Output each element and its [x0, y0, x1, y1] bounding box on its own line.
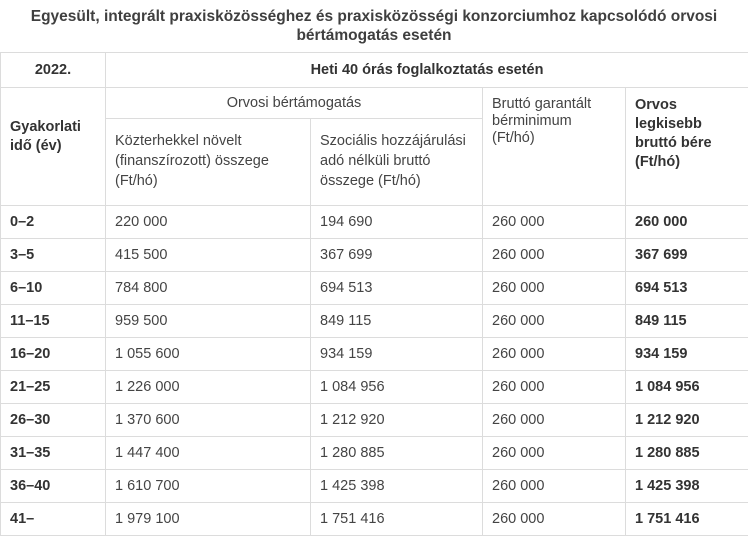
gross-without-tax-cell: 1 084 956 [311, 371, 483, 404]
weekly-hours-header: Heti 40 órás foglalkoztatás esetén [106, 53, 748, 88]
gross-without-tax-cell: 1 280 885 [311, 437, 483, 470]
table-row [1, 272, 748, 305]
period-cell: 36–40 [1, 470, 106, 503]
period-cell: 26–30 [1, 404, 106, 437]
gross-without-tax-cell: 1 212 920 [311, 404, 483, 437]
practice-years-header: Gyakorlati idő (év) [1, 88, 106, 206]
gross-without-tax-cell: 1 425 398 [311, 470, 483, 503]
period-cell: 6–10 [1, 272, 106, 305]
guaranteed-minimum-cell: 260 000 [483, 272, 626, 305]
table-row [1, 437, 748, 470]
guaranteed-minimum-cell: 260 000 [483, 404, 626, 437]
with-contributions-cell: 959 500 [106, 305, 311, 338]
table-header [1, 53, 748, 206]
table-row [1, 503, 748, 536]
gross-without-tax-header: Szociális hozzájárulási adó nélküli bruttó összege (Ft/hó) [311, 119, 483, 206]
period-cell: 11–15 [1, 305, 106, 338]
table-row [1, 371, 748, 404]
guaranteed-minimum-cell: 260 000 [483, 503, 626, 536]
lowest-salary-cell: 1 751 416 [626, 503, 748, 536]
lowest-salary-cell: 260 000 [626, 206, 748, 239]
lowest-salary-cell: 694 513 [626, 272, 748, 305]
lowest-salary-cell: 1 425 398 [626, 470, 748, 503]
with-contributions-header: Közterhekkel növelt (finanszírozott) összege (Ft/hó) [106, 119, 311, 206]
guaranteed-minimum-cell: 260 000 [483, 470, 626, 503]
period-cell: 21–25 [1, 371, 106, 404]
period-cell: 0–2 [1, 206, 106, 239]
with-contributions-cell: 1 447 400 [106, 437, 311, 470]
with-contributions-cell: 1 979 100 [106, 503, 311, 536]
lowest-salary-cell: 1 084 956 [626, 371, 748, 404]
guaranteed-minimum-cell: 260 000 [483, 437, 626, 470]
gross-without-tax-cell: 849 115 [311, 305, 483, 338]
with-contributions-cell: 220 000 [106, 206, 311, 239]
year-header: 2022. [1, 53, 106, 88]
with-contributions-cell: 1 055 600 [106, 338, 311, 371]
guaranteed-minimum-header: Bruttó garantált bérminimum (Ft/hó) [483, 88, 626, 206]
guaranteed-minimum-cell: 260 000 [483, 371, 626, 404]
gross-without-tax-cell: 934 159 [311, 338, 483, 371]
lowest-salary-cell: 1 280 885 [626, 437, 748, 470]
gross-without-tax-cell: 1 751 416 [311, 503, 483, 536]
table-body [1, 206, 748, 536]
period-cell: 3–5 [1, 239, 106, 272]
with-contributions-cell: 1 226 000 [106, 371, 311, 404]
with-contributions-cell: 1 610 700 [106, 470, 311, 503]
lowest-salary-cell: 849 115 [626, 305, 748, 338]
table-row [1, 239, 748, 272]
period-cell: 31–35 [1, 437, 106, 470]
table-row [1, 338, 748, 371]
lowest-salary-cell: 934 159 [626, 338, 748, 371]
support-group-header: Orvosi bértámogatás [106, 88, 483, 119]
lowest-salary-header: Orvos legkisebb bruttó bére (Ft/hó) [626, 88, 748, 206]
gross-without-tax-cell: 367 699 [311, 239, 483, 272]
guaranteed-minimum-cell: 260 000 [483, 338, 626, 371]
table-caption: Egyesült, integrált praxisközösséghez és praxisközösségi konzorciumhoz kapcsolódó orvosi bértámogatás esetén [30, 8, 718, 44]
lowest-salary-cell: 367 699 [626, 239, 748, 272]
guaranteed-minimum-cell: 260 000 [483, 305, 626, 338]
with-contributions-cell: 784 800 [106, 272, 311, 305]
with-contributions-cell: 415 500 [106, 239, 311, 272]
table-row [1, 305, 748, 338]
gross-without-tax-cell: 194 690 [311, 206, 483, 239]
table-row [1, 470, 748, 503]
period-cell: 41– [1, 503, 106, 536]
lowest-salary-cell: 1 212 920 [626, 404, 748, 437]
guaranteed-minimum-cell: 260 000 [483, 239, 626, 272]
table-row [1, 206, 748, 239]
gross-without-tax-cell: 694 513 [311, 272, 483, 305]
guaranteed-minimum-cell: 260 000 [483, 206, 626, 239]
table-row [1, 404, 748, 437]
period-cell: 16–20 [1, 338, 106, 371]
with-contributions-cell: 1 370 600 [106, 404, 311, 437]
salary-table [0, 52, 748, 536]
